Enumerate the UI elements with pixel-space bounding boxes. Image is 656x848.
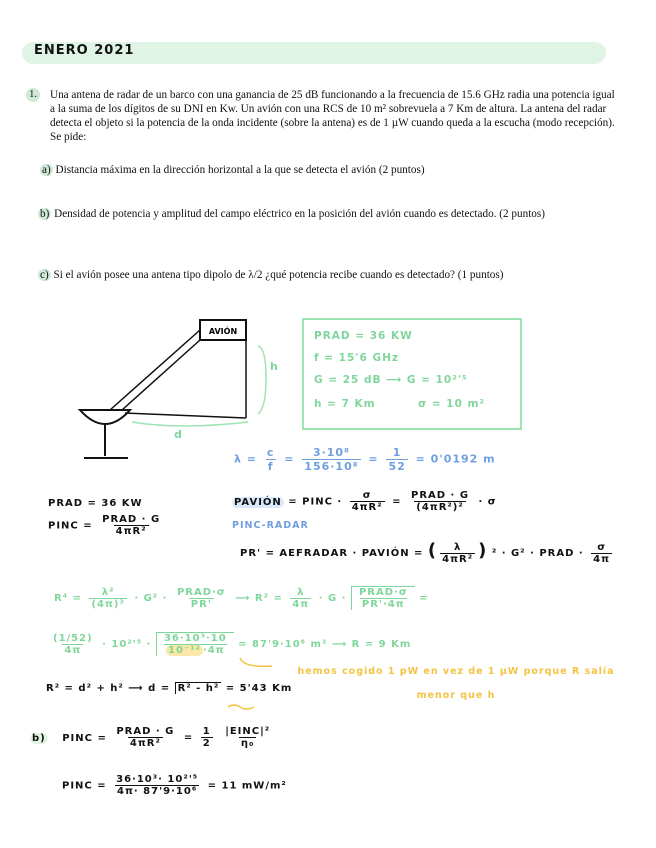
distance-brace — [132, 422, 248, 426]
pinc-radar-note: PINC-RADAR — [232, 520, 309, 531]
pinc-equation: PINC = $\frac{\text{PRAD · G}}{\text{4πR²}}$ — [48, 514, 161, 537]
r-calculation: $\frac{(1/52)}{4\pi}$ · 10²'⁵ · $\frac{\text{36·10³·10}}{\text{10⁻¹² ·4π}}$ = 87'9·10⁶ m² ⟶ R = 9 Km — [53, 632, 412, 656]
pavion-equation: PAVIÓN = PINC · $\frac{\sigma}{\text{4πR²}}$ = $\frac{\text{PRAD · G}}{\text{(4πR²)²}}$ · σ — [234, 490, 497, 513]
r4-equation: R⁴ = $\frac{\text{λ²}}{\text{(4π)³}}$ · G² · $\frac{\text{PRAD·σ}}{PR'}$ ⟶ R² = $\frac{\lambda}{4\pi}$ · G · $\frac{\text{PRAD·σ}}{PR'\cdot 4\pi}$ = — [54, 586, 429, 610]
b-pinc-result: PINC = $\frac{\text{36·10³· 10²'⁵}}{\text{4π· 87'9·10⁶}}$ = 11 mW/m² — [62, 774, 287, 797]
page-title: ENERO 2021 — [34, 43, 135, 58]
dish — [80, 410, 130, 424]
prad-given: PRAD = 36 KW — [48, 498, 143, 509]
beam-lower — [122, 340, 200, 410]
lambda-equation: λ = $\frac{c}{f}$ = $\frac{\text{3·10⁸}}{\text{156·10⁸}}$ = $\frac{1}{52}$ = 0'0192 m — [234, 446, 496, 473]
distance-label: d — [174, 428, 182, 441]
question-c — [38, 268, 618, 282]
underline-squiggle — [226, 702, 256, 712]
plane-label: AVIÓN — [208, 327, 238, 336]
question-b-label: b) — [40, 208, 50, 220]
question-a-label: a) — [42, 164, 51, 176]
question-c-text: Si el avión posee una antena tipo dipolo de λ/2 ¿qué potencia recibe cuando es detectado? (1 puntos) — [53, 269, 504, 281]
question-c-label: c) — [40, 269, 49, 281]
question-a-text: Distancia máxima en la dirección horizontal a la que se detecta el avión (2 puntos) — [55, 164, 425, 176]
problem-statement: Una antena de radar de un barco con una ganancia de 25 dB funcionando a la frecuencia de 15.6 GHz radia una potencia igual a la suma de los dígitos de su DNI en Kw. Un avión con una RCS de 10 m² sobrevuela a 7 Km de altura. La antena del radar detecta el objeto si la potencia de la onda incidente (sobre la antena) es de 1 µW cuando queda a la escucha (modo recepción). Se pide: — [50, 89, 615, 143]
data-frequency: f = 15'6 GHz — [314, 352, 399, 364]
d-equation: R² = d² + h² ⟶ d = R² - h² = 5'43 Km — [46, 683, 293, 694]
height-label: h — [270, 360, 278, 373]
pr-equation: PR' = AEFRADAR · PAVIÓN = ( $\frac{\lambda}{\text{4πR²}}$ ) ² · G² · PRAD · $\frac{\sigma}{4\pi}$ — [240, 540, 611, 565]
question-a — [40, 163, 600, 177]
question-b-text: Densidad de potencia y amplitud del campo eléctrico en la posición del avión cuando es detectado. (2 puntos) — [54, 208, 545, 220]
data-rcs: σ = 10 m² — [418, 398, 486, 410]
b-pinc-equation: b) PINC = $\frac{\text{PRAD · G}}{\text{4πR²}}$ = $\frac{1}{2}$ $\frac{\text{|EINC|²}}{\text{η₀}}$ — [32, 726, 271, 749]
height-brace — [258, 346, 266, 414]
data-prad: PRAD = 36 KW — [314, 330, 413, 342]
question-b — [38, 207, 618, 221]
note-text: hemos cogido 1 pW en vez de 1 µW porque R salía menor que h — [297, 666, 615, 701]
problem-number: 1. — [26, 88, 40, 102]
beam-upper — [110, 330, 200, 410]
data-height: h = 7 Km — [314, 398, 376, 410]
note-arrow-icon — [238, 656, 274, 672]
data-gain: G = 25 dB ⟶ G = 10²'⁵ — [314, 374, 468, 386]
